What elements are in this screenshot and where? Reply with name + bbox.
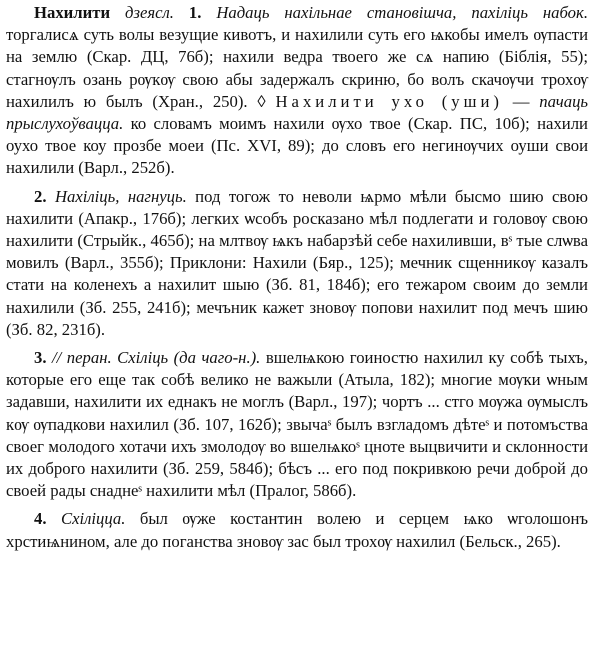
text-segment: Нахилити	[34, 3, 111, 22]
text-segment	[174, 3, 189, 22]
text-segment: —	[502, 91, 540, 111]
text-segment: 1.	[188, 3, 202, 22]
text-segment: Надаць нахільнае становішча, пахіліць набок.	[216, 3, 588, 22]
text-segment: под тогож то неволи ѩрмо мѣли бысмо шию свою нахилити (Апакр., 176б); легких ѡсобъ росказано мѣл подлегати и головѹ свою нахилити (Стрыйк., 465б); на млтвѹ ѩкъ набарзѣй себе нахиливши, вˢ тые слѡва мовилъ (Варл., 355б); Приклони: Нахили (Бяр., 125); мечник сщенникѹ казалъ стати на коленехъ а нахилит шыю (Зб. 81, 184б); его тежаром своим до земли нахилили (Зб. 255, 241б); мечъник кажет зновѹ попови нахилит под мечъ шию (Зб. 82, 231б).	[6, 186, 589, 339]
text-segment	[47, 187, 55, 206]
text-segment	[201, 3, 216, 22]
text-segment: Нахіліць, нагнуць.	[54, 186, 187, 206]
text-segment: был ѹже костантин волею и серцем ѩко ѡголошонъ хрстиѩнином, але до поганства зновѹ зас был трохѹ нахилил (Бельск., 265).	[6, 509, 588, 551]
text-segment: ко словамъ моимъ нахили ѹхо твое (Скар. ПС, 10б); нахили оухо твое коу прозбе моеи (Пс. XVI, 89); до словъ его негинѹчих оуши свои нахилили (Варл., 252б).	[6, 114, 588, 178]
text-segment: вшелѩкою гоиностю нахилил ку собѣ тыхъ, которые его еще так собѣ велико не важыли (Атыла, 182); многие мѹки ѡным задавши, нахилити их еднакъ не моглъ (Варл., 197); чортъ ... стго мѹжа ѹмыслъ кѹ ѹпадкови нахилил (Зб. 107, 162б); звычаˢ былъ взгладомъ дѣтеˢ и потомъства своег молодого хотачи ихъ змолодѹ во вшелѩкоˢ цноте выцвичити и склонности их доброго нахилити (Зб. 259, 584б); бѣсъ ... его под покривкою речи доброй до своей рады снаднеˢ нахилити мѣл (Пралог, 586б).	[6, 348, 588, 501]
text-segment: 4.	[34, 509, 47, 529]
entry-sense-1	[6, 2, 588, 180]
text-segment: дзеясл.	[125, 3, 174, 22]
text-segment: // перан. Схіліць (да чаго-н.).	[52, 348, 261, 368]
text-segment: пачаць прыслухоўвацца.	[6, 91, 589, 134]
text-segment: 2.	[34, 186, 47, 206]
entry-sense-4	[6, 508, 588, 552]
text-segment	[110, 3, 125, 22]
text-segment: 3.	[34, 348, 47, 368]
text-segment: Нахилити ухо (уши)	[275, 91, 503, 111]
entry-sense-3	[6, 347, 588, 502]
entry-sense-2	[6, 186, 588, 341]
text-segment	[47, 509, 61, 528]
text-segment: Схіліцца.	[60, 509, 126, 529]
text-segment: торгалисѧ суть волы везущие кивотъ, и нахилили суть его ѩкобы имелъ ѹпасти на землю (Скар. ДЦ, 76б); нахили ведра твоего же сѧ напию (Біблія, 55); стагнѹлъ озань рѹкѹ свою абы задержалъ скриню, бо волъ скачѹчи трохѹ нахилилъ ю былъ (Хран., 250). ◊	[6, 25, 588, 111]
